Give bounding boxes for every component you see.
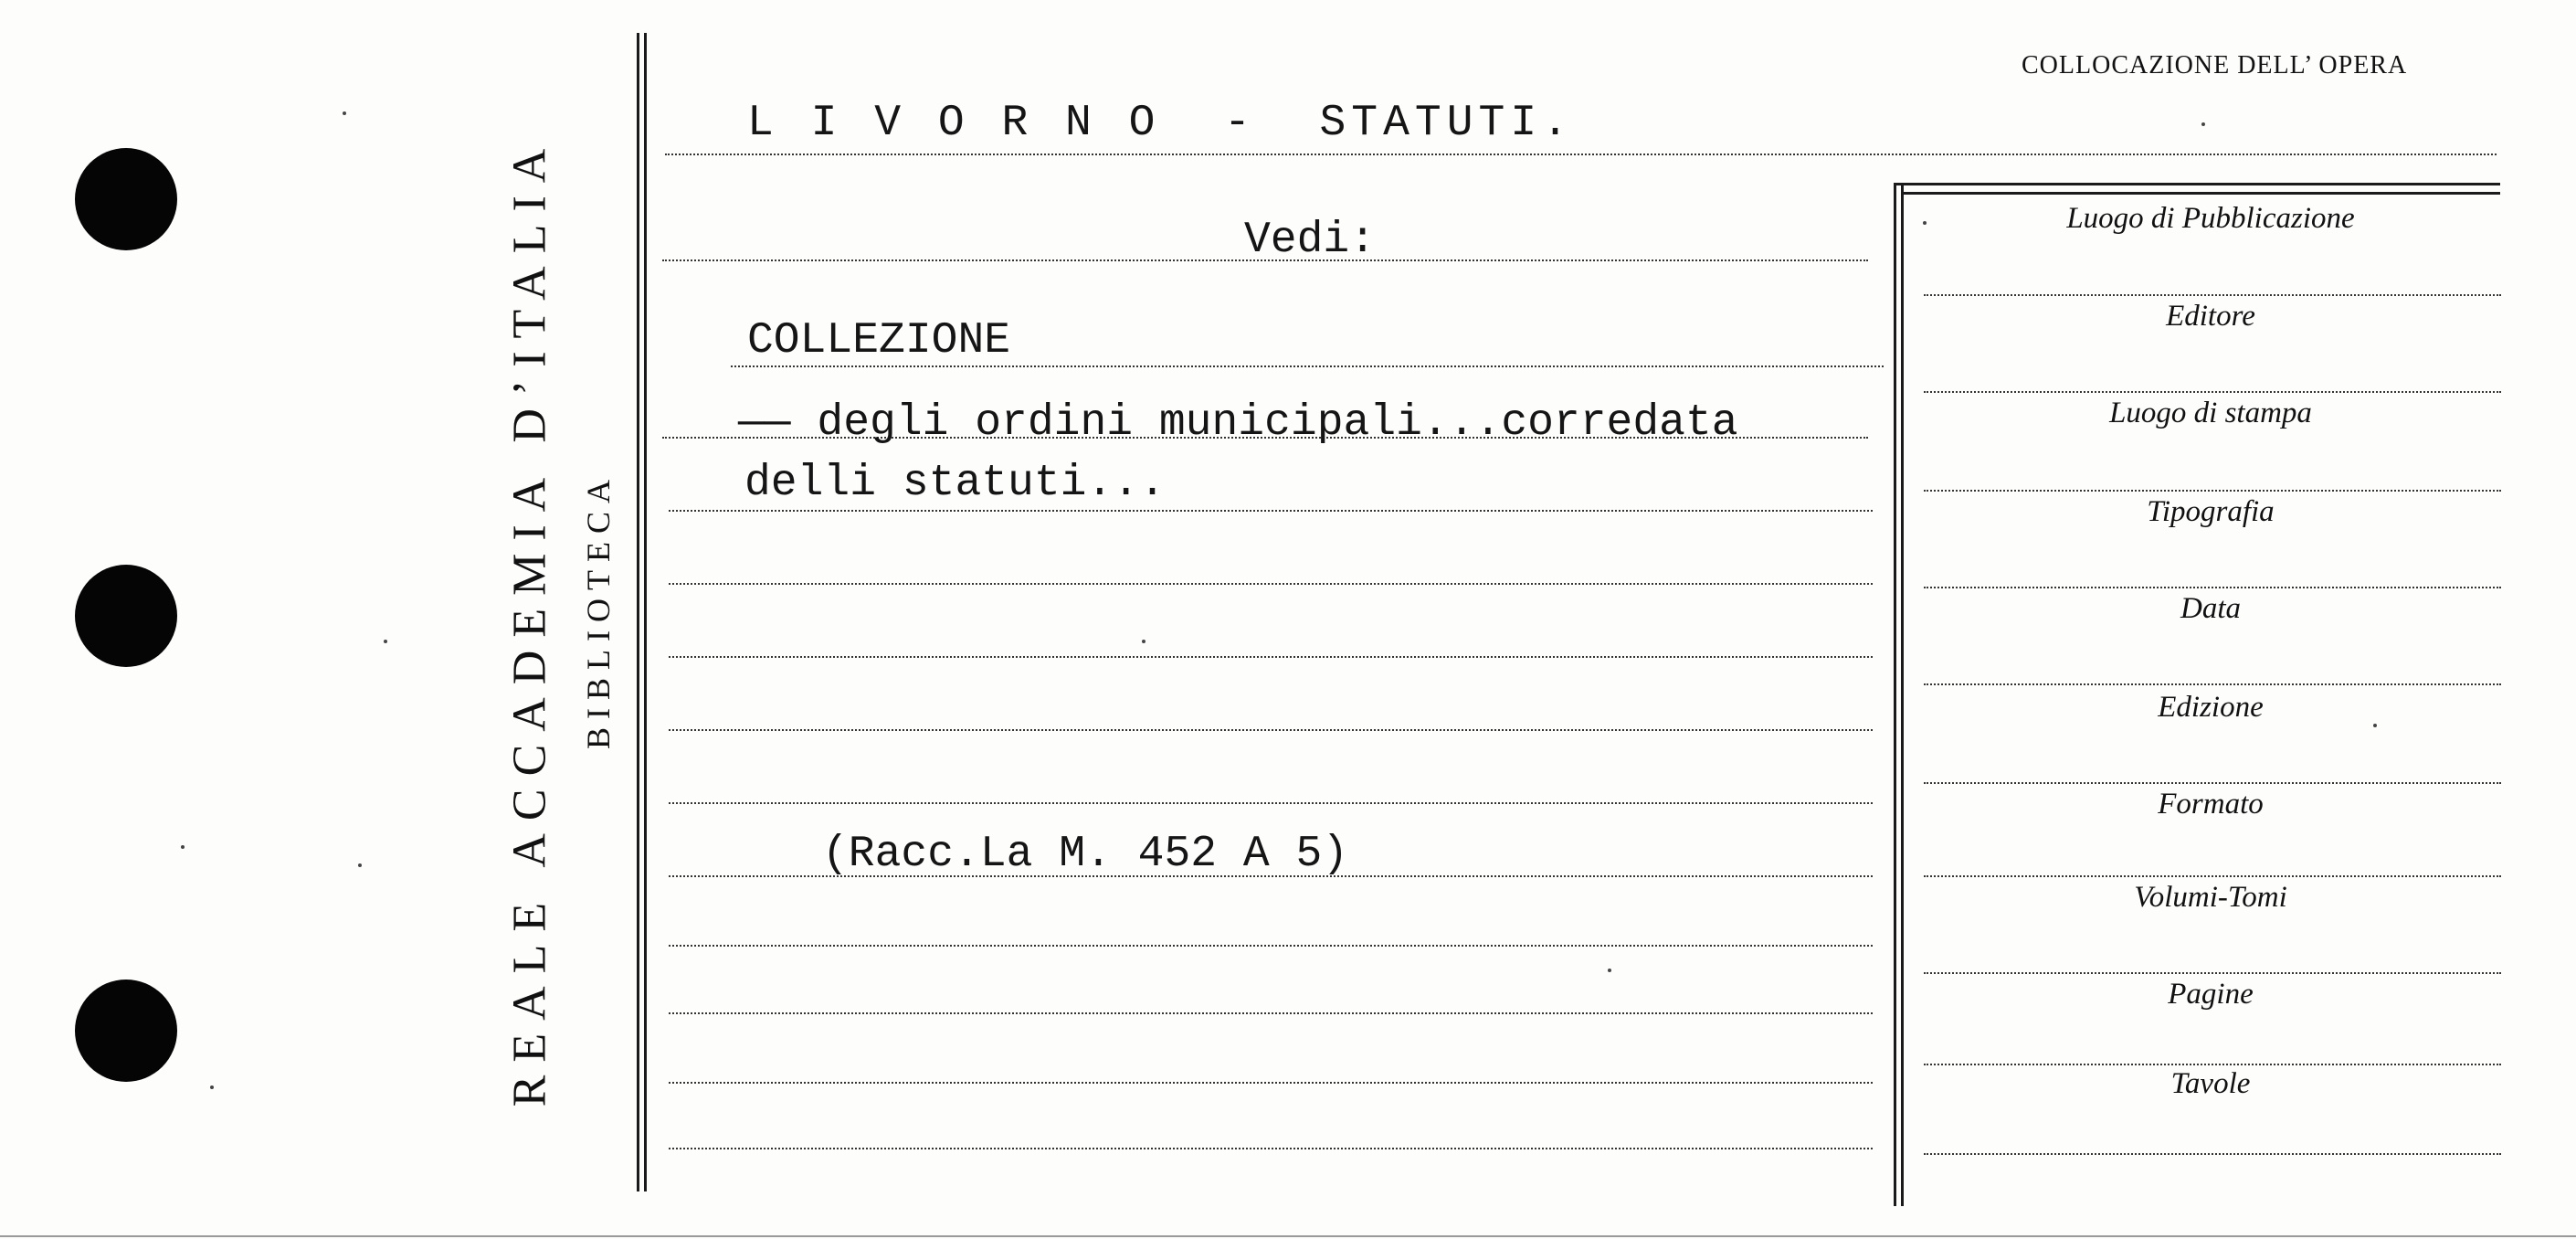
shelfmark: (Racc.La M. 452 A 5) xyxy=(822,830,1349,879)
speck xyxy=(358,863,362,867)
field-label-pages: Pagine xyxy=(2168,978,2254,1011)
entry-line xyxy=(669,656,1873,658)
description-line-1: —— degli ordini municipali...corredata xyxy=(738,398,1738,448)
field-label-printer: Tipografia xyxy=(2147,495,2275,528)
entry-line xyxy=(669,802,1873,804)
right-column-border-outer xyxy=(1894,183,1896,1206)
field-line xyxy=(1924,875,2501,877)
field-label-volumes: Volumi-Tomi xyxy=(2134,881,2287,914)
left-border-inner xyxy=(644,33,647,1191)
collection-title: COLLEZIONE xyxy=(747,316,1011,365)
entry-heading: L I V O R N O - STATUTI. xyxy=(747,99,1574,148)
entry-line xyxy=(669,729,1873,731)
see-label: Vedi: xyxy=(1244,216,1377,265)
entry-line xyxy=(669,510,1873,512)
right-column-border-inner xyxy=(1901,183,1904,1206)
field-line xyxy=(1924,587,2501,588)
right-column-top-rule-1 xyxy=(1894,183,2500,185)
field-label-format: Formato xyxy=(2158,788,2264,821)
speck xyxy=(2201,122,2205,126)
speck xyxy=(384,640,387,643)
field-line xyxy=(1924,782,2501,784)
speck xyxy=(181,845,185,849)
right-column-top-rule-2 xyxy=(1901,192,2500,195)
speck xyxy=(2373,724,2377,727)
entry-line xyxy=(731,365,1884,367)
speck xyxy=(210,1085,214,1089)
field-line xyxy=(1924,490,2501,492)
field-label-edition: Edizione xyxy=(2158,691,2264,724)
entry-line xyxy=(665,154,2497,155)
field-line xyxy=(1924,972,2501,974)
field-line xyxy=(1924,1153,2501,1155)
speck xyxy=(1142,640,1145,643)
entry-line xyxy=(669,583,1873,585)
field-label-date: Data xyxy=(2180,592,2241,625)
speck xyxy=(1923,221,1927,225)
entry-line xyxy=(669,1082,1873,1084)
entry-line xyxy=(669,1012,1873,1014)
field-line xyxy=(1924,683,2501,685)
speck xyxy=(1608,969,1611,972)
punch-hole-middle xyxy=(75,565,177,667)
field-label-publisher: Editore xyxy=(2166,300,2255,333)
card-bottom-edge xyxy=(0,1235,2576,1237)
collocation-label: COLLOCAZIONE DELL’ OPERA xyxy=(2022,51,2408,79)
academy-name: REALE ACCADEMIA D’ITALIA xyxy=(503,135,556,1107)
field-label-plates: Tavole xyxy=(2170,1067,2251,1100)
field-line xyxy=(1924,391,2501,393)
punch-hole-top xyxy=(75,148,177,250)
field-line xyxy=(1924,1064,2501,1065)
entry-line xyxy=(669,945,1873,947)
field-line xyxy=(1924,294,2501,296)
speck xyxy=(343,111,346,115)
field-label-place-of-publication: Luogo di Pubblicazione xyxy=(2066,202,2355,235)
punch-hole-bottom xyxy=(75,980,177,1082)
entry-line xyxy=(669,1148,1873,1149)
field-label-place-of-printing: Luogo di stampa xyxy=(2109,397,2312,429)
library-label: BIBLIOTECA xyxy=(580,471,617,749)
left-border-outer xyxy=(637,33,639,1191)
description-line-2: delli statuti... xyxy=(744,459,1166,508)
